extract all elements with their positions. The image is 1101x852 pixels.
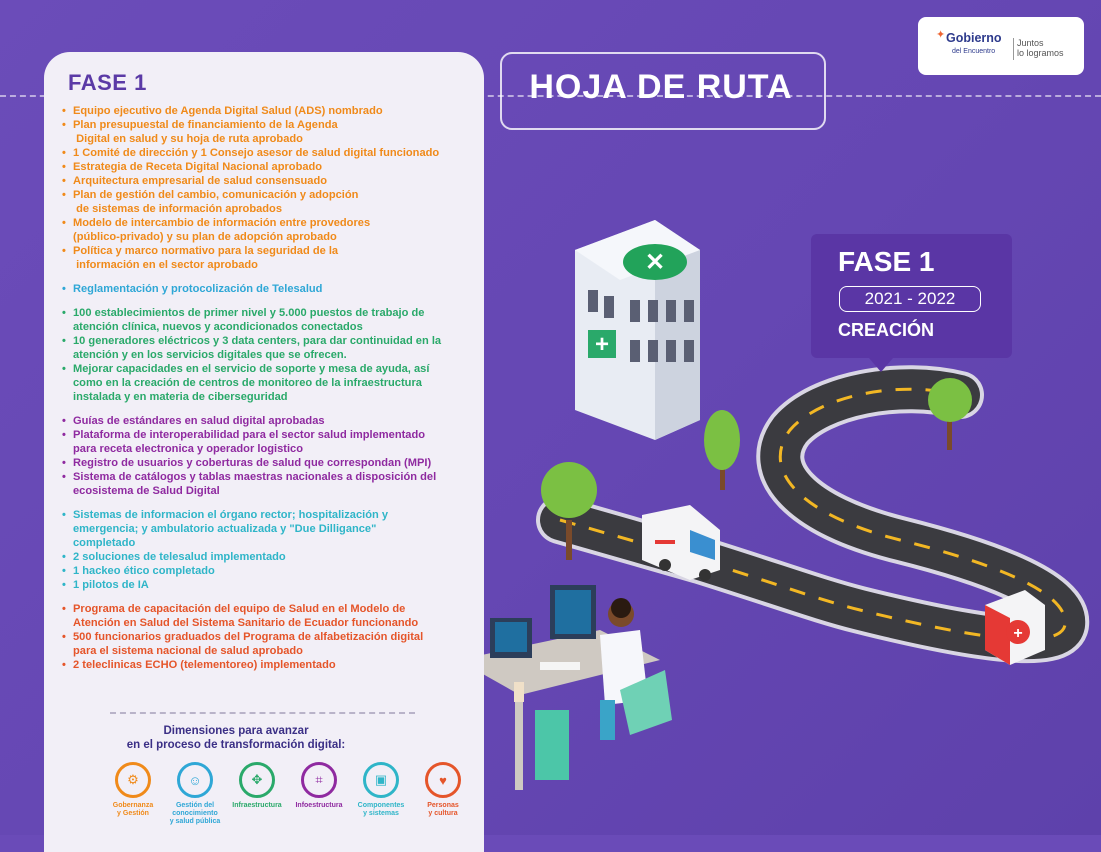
- knowledge-icon: ☺: [177, 762, 213, 798]
- doctor-workstation: [458, 585, 672, 790]
- svg-text:✕: ✕: [644, 249, 666, 276]
- dimensions-divider: [110, 712, 415, 714]
- milestone-item: • Plan presupuestal de financiamiento de la Agenda Digital en salud y su hoja de ruta aprobado: [62, 118, 480, 146]
- milestone-item: • Reglamentación y protocolización de Telesalud: [62, 282, 480, 296]
- logo-sub: del Encuentro: [952, 48, 996, 55]
- page-title: HOJA DE RUTA: [529, 68, 793, 106]
- components-icon: ▣: [363, 762, 399, 798]
- milestone-group: [62, 508, 480, 592]
- milestone-item: • 500 funcionarios graduados del Programa de alfabetización digital para el sistema nacional de salud aprobado: [62, 630, 480, 658]
- milestone-item: • 100 establecimientos de primer nivel y 5.000 puestos de trabajo de atención clínica, nuevos y acondicionados conectados: [62, 306, 480, 334]
- milestone-list: [62, 104, 480, 682]
- infrastructure-icon: ✥: [239, 762, 275, 798]
- milestone-group: [62, 414, 480, 498]
- phase-badge-years: 2021 - 2022: [839, 286, 981, 312]
- first-aid-kit: [985, 590, 1045, 665]
- infostructure-icon: ⌗: [301, 762, 337, 798]
- panel-title: FASE 1: [68, 70, 147, 95]
- milestone-item: • Plan de gestión del cambio, comunicación y adopción de sistemas de información aprobados: [62, 188, 480, 216]
- milestone-item: • Sistemas de informacion el órgano rector; hospitalización y emergencia; y ambulatorio actualizada y "Due Dilligance" completado: [62, 508, 480, 550]
- milestone-item: • Guías de estándares en salud digital aprobadas: [62, 414, 480, 428]
- dimension-label: Componentes y sistemas: [357, 802, 405, 817]
- milestone-item: • Plataforma de interoperabilidad para el sector salud implementado para receta electronica y operador logistico: [62, 428, 480, 456]
- dimensions-title: Dimensiones para avanzar en el proceso de transformación digital:: [126, 725, 346, 751]
- svg-text:+: +: [1013, 625, 1023, 642]
- dimensions-row: [106, 762, 470, 826]
- dimension-item: [106, 762, 160, 826]
- logo-tagline: [1017, 38, 1064, 58]
- dimension-item: [292, 762, 346, 826]
- milestone-item: • 1 Comité de dirección y 1 Consejo asesor de salud digital funcionado: [62, 146, 480, 160]
- dimension-item: [416, 762, 470, 826]
- dimension-item: [354, 762, 408, 826]
- logo-separator: [1013, 38, 1014, 60]
- logo-tagline-2: lo logramos: [1017, 48, 1064, 58]
- milestone-group: [62, 104, 480, 272]
- milestone-group: [62, 306, 480, 404]
- milestone-item: • Arquitectura empresarial de salud consensuado: [62, 174, 480, 188]
- logo-name: Gobierno: [946, 31, 1002, 45]
- dimension-label: Infraestructura: [232, 802, 282, 809]
- milestone-group: [62, 602, 480, 672]
- phase-badge-title: FASE 1: [838, 246, 935, 277]
- milestone-item: • 1 hackeo ético completado: [62, 564, 480, 578]
- dimension-item: [168, 762, 222, 826]
- dimension-label: Gestión del conocimiento y salud pública: [169, 802, 221, 825]
- logo-tagline-1: Juntos: [1017, 38, 1044, 48]
- dimension-label: Gobernanza y Gestión: [112, 802, 154, 817]
- dimension-label: Personas y cultura: [427, 802, 459, 817]
- milestone-item: • 1 pilotos de IA: [62, 578, 480, 592]
- milestone-item: • Registro de usuarios y coberturas de salud que correspondan (MPI): [62, 456, 480, 470]
- people-icon: ♥: [425, 762, 461, 798]
- dimension-item: [230, 762, 284, 826]
- milestone-item: • 10 generadores eléctricos y 3 data centers, para dar continuidad en la atención y en los servicios digitales que se ofrecen.: [62, 334, 480, 362]
- milestone-item: • Política y marco normativo para la seguridad de la información en el sector aprobado: [62, 244, 480, 272]
- hospital-building: [575, 220, 700, 440]
- milestone-item: • Programa de capacitación del equipo de Salud en el Modelo de Atención en Salud del Sistema Sanitario de Ecuador funcionando: [62, 602, 480, 630]
- milestone-item: • Sistema de catálogos y tablas maestras nacionales a disposición del ecosistema de Salud Digital: [62, 470, 480, 498]
- logo-mark-icon: ✦: [936, 29, 946, 41]
- milestone-item: • Estrategia de Receta Digital Nacional aprobado: [62, 160, 480, 174]
- milestone-item: • Mejorar capacidades en el servicio de soporte y mesa de ayuda, así como en la creación de centros de monitoreo de la infraestructura instalada y en materia de ciberseguridad: [62, 362, 480, 404]
- milestone-group: [62, 282, 480, 296]
- milestone-item: • Equipo ejecutivo de Agenda Digital Salud (ADS) nombrado: [62, 104, 480, 118]
- dimension-label: Infoestructura: [295, 802, 343, 809]
- tree-right: [928, 378, 972, 450]
- governance-icon: ⚙: [115, 762, 151, 798]
- tree-middle: [704, 410, 740, 490]
- logo-wordmark: [946, 32, 1002, 58]
- milestone-item: • Modelo de intercambio de información entre provedores (público-privado) y su plan de adopción aprobado: [62, 216, 480, 244]
- milestone-item: • 2 teleclinicas ECHO (telementoreo) implementado: [62, 658, 480, 672]
- phase-badge-subtitle: CREACIÓN: [838, 320, 935, 340]
- milestone-item: • 2 soluciones de telesalud implementado: [62, 550, 480, 564]
- svg-text:+: +: [594, 331, 610, 358]
